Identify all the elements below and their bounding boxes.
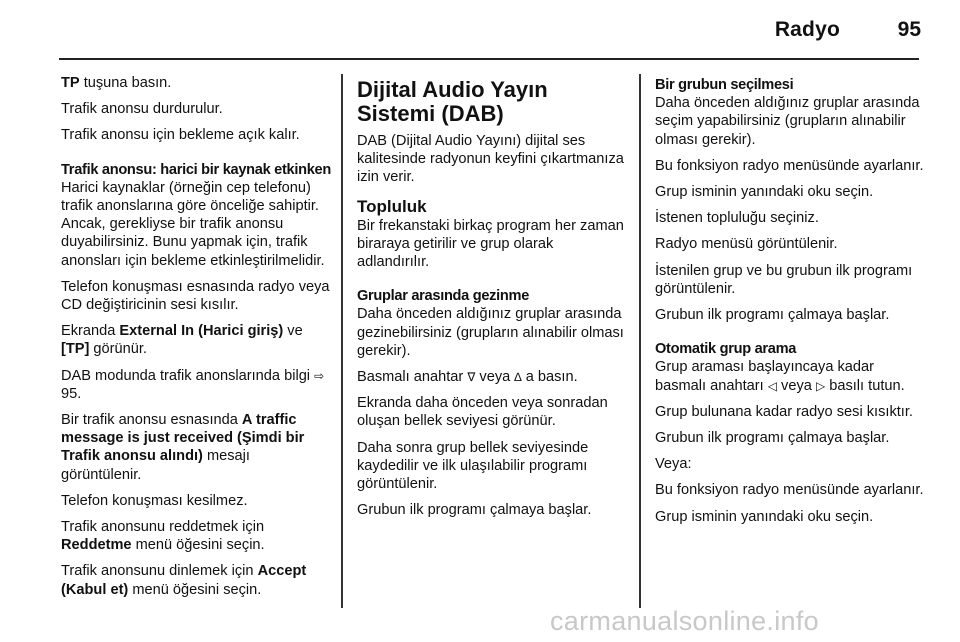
- paragraph: Grubun ilk programı çalmaya başlar.: [655, 430, 890, 447]
- text: a basın.: [521, 369, 578, 386]
- paragraph: İstenen topluluğu seçiniz.: [655, 210, 819, 227]
- text: mesajı görüntülenir.: [61, 448, 250, 483]
- column-divider-2: [639, 74, 641, 608]
- menu-item-label: Reddetme: [61, 537, 132, 554]
- text: Grup araması başlayıncaya kadar basmalı anahtarı: [655, 359, 875, 394]
- tp-key: TP: [61, 75, 80, 91]
- paragraph: [61, 562, 333, 598]
- subsection-heading-topluluk: Topluluk: [357, 196, 427, 216]
- paragraph: DAB (Dijital Audio Yayını) dijital ses kalitesinde radyonun keyfini çıkartmanıza izin verir.: [357, 133, 624, 186]
- paragraph: Telefon konuşması kesilmez.: [61, 492, 248, 509]
- text: basılı tutun.: [825, 377, 905, 394]
- menu-item-label: Accept (Kabul et): [61, 563, 307, 598]
- message-label: A traffic message is just received (Şimdi bir Trafik anonsu alındı): [61, 412, 305, 465]
- subsection-auto-group-search: [655, 340, 927, 395]
- text: menü öğesini seçin.: [131, 537, 265, 554]
- subsection-text: Harici kaynaklar (örneğin cep telefonu) trafik anonslarına göre önceliğe sahiptir. Ancak, gerekliyse bir trafik anonsu duyabilirsiniz. Bunu yapmak için, trafik anonsları için bekleme etkinleştirilmelidir.: [61, 179, 325, 269]
- page-ref-arrow-icon: ⇨: [314, 368, 325, 383]
- text: menü öğesini seçin.: [128, 581, 262, 598]
- text: Ekranda: [61, 323, 120, 340]
- section-heading-dab: Dijital Audio Yayın Sistemi (DAB): [357, 77, 548, 126]
- text: tuşuna basın.: [79, 75, 172, 91]
- watermark: carmanualsonline.info: [550, 606, 819, 636]
- paragraph: [61, 518, 333, 554]
- page-number: 95: [897, 18, 921, 41]
- subsection-group-selection: [655, 76, 927, 149]
- paragraph: Grup bulunana kadar radyo sesi kısıktır.: [655, 403, 913, 420]
- paragraph: Daha sonra grup bellek seviyesinde kaydedilir ve ilk ulaşılabilir programı görüntülenir.: [357, 439, 589, 493]
- paragraph: Trafik anonsu için bekleme açık kalır.: [61, 127, 300, 144]
- subsection-heading: Gruplar arasında gezinme: [357, 288, 530, 305]
- paragraph: Telefon konuşması esnasında radyo veya CD değiştiricinin sesi kısılır.: [61, 278, 330, 314]
- subsection-heading: Bir grubun seçilmesi: [655, 77, 794, 93]
- menu-label: External In (Harici giriş): [119, 323, 284, 340]
- text: DAB modunda trafik anonslarında bilgi: [61, 367, 315, 384]
- paragraph: Grup isminin yanındaki oku seçin.: [655, 184, 874, 201]
- text: veya: [475, 369, 515, 386]
- paragraph: Grubun ilk programı çalmaya başlar.: [655, 307, 890, 324]
- column-3: [655, 76, 927, 534]
- paragraph: Bir frekanstaki birkaç program her zaman biraraya getirilir ve grup olarak adlandırılır.: [357, 217, 624, 271]
- subsection-text: Daha önceden aldığınız gruplar arasında seçim yapabilirsiniz (grupların alınabilir olması gerekir).: [655, 95, 920, 148]
- page-ref: 95.: [61, 385, 82, 402]
- paragraph: [61, 322, 333, 358]
- seek-left-icon: ◁: [767, 378, 777, 393]
- subsection-group-navigation: [357, 287, 629, 360]
- text: Trafik anonsunu dinlemek için: [61, 563, 258, 580]
- text: Basmalı anahtar: [357, 369, 468, 386]
- paragraph: [357, 368, 629, 386]
- subsection-heading: Otomatik grup arama: [655, 341, 797, 358]
- text: ve: [283, 323, 303, 340]
- text: Trafik anonsunu reddetmek için: [61, 519, 265, 536]
- paragraph: Trafik anonsu durdurulur.: [61, 101, 223, 118]
- paragraph: Ekranda daha önceden veya sonradan oluşan bellek seviyesi görünür.: [357, 395, 608, 430]
- column-2: [357, 78, 629, 527]
- paragraph: [61, 74, 333, 92]
- paragraph: Veya:: [655, 456, 692, 473]
- subsection-heading: Trafik anonsu: harici bir kaynak etkinken: [61, 161, 331, 178]
- paragraph: [61, 367, 333, 403]
- paragraph: Grup isminin yanındaki oku seçin.: [655, 508, 874, 525]
- paragraph: Grubun ilk programı çalmaya başlar.: [357, 502, 592, 519]
- paragraph: İstenilen grup ve bu grubun ilk programı görüntülenir.: [655, 262, 913, 297]
- subsection-text: Daha önceden aldığınız gruplar arasında gezinebilirsiniz (grupların alınabilir olması gerekir).: [357, 306, 624, 359]
- paragraph: Radyo menüsü görüntülenir.: [655, 236, 838, 253]
- text: veya: [777, 377, 816, 394]
- seek-right-icon: ▷: [815, 378, 826, 393]
- text: Bir trafik anonsu esnasında: [61, 412, 242, 429]
- paragraph: [61, 411, 333, 484]
- subsection-traffic-external: [61, 161, 333, 270]
- header-rule: [59, 58, 919, 60]
- column-divider-1: [341, 74, 343, 608]
- tp-indicator: [TP]: [61, 341, 90, 358]
- text: görünür.: [89, 341, 147, 358]
- column-1: [61, 74, 333, 607]
- page-header: [0, 0, 960, 60]
- paragraph: Bu fonksiyon radyo menüsünde ayarlanır.: [655, 157, 924, 174]
- down-button-icon: ∇: [467, 370, 476, 385]
- paragraph: Bu fonksiyon radyo menüsünde ayarlanır.: [655, 482, 924, 499]
- up-button-icon: ∆: [514, 370, 522, 385]
- page-title: Radyo: [774, 18, 840, 41]
